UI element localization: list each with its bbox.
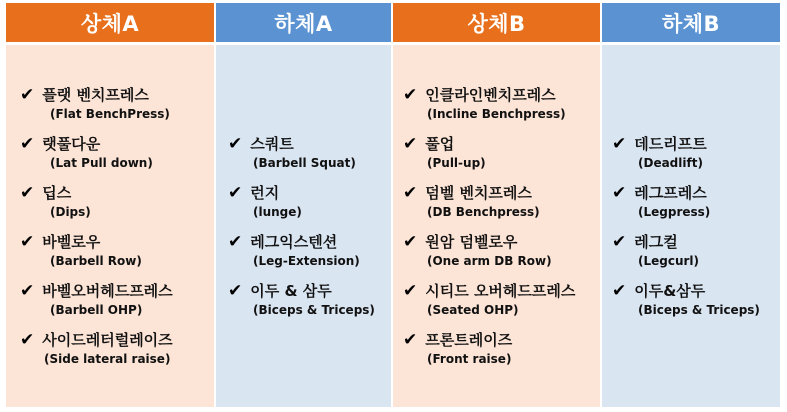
- exercise-name-ko: 덤벨 벤치프레스: [425, 183, 532, 202]
- exercise-item: [403, 281, 600, 319]
- check-icon: ✔: [20, 231, 35, 252]
- exercise-name-en: (Side lateral raise): [44, 351, 171, 366]
- exercise-name-ko: 이두&삼두: [634, 281, 706, 300]
- exercise-item: [612, 183, 780, 221]
- exercise-name-ko: 플랫 벤치프레스: [42, 85, 149, 104]
- check-icon: ✔: [612, 182, 627, 203]
- exercise-name-ko: 바벨로우: [42, 232, 101, 251]
- exercise-name-ko: 이두 & 삼두: [250, 281, 332, 300]
- check-icon: ✔: [403, 84, 418, 105]
- exercise-item: [403, 330, 600, 368]
- exercise-name-en: (Barbell OHP): [50, 302, 143, 317]
- exercise-name-ko: 데드리프트: [634, 134, 707, 153]
- exercise-name-ko: 랫풀다운: [42, 134, 101, 153]
- exercise-item: [403, 85, 600, 123]
- column-body: [602, 45, 780, 407]
- exercise-name-ko: 레그컬: [634, 232, 678, 251]
- exercise-name-en: (Legpress): [638, 204, 711, 219]
- column-body: [216, 45, 391, 407]
- check-icon: ✔: [20, 133, 35, 154]
- column-lower-b: [602, 3, 780, 407]
- exercise-item: [20, 330, 214, 368]
- exercise-name-ko: 원암 덤벨로우: [425, 232, 518, 251]
- exercise-name-ko: 레그프레스: [634, 183, 707, 202]
- exercise-name-en: (Leg-Extension): [253, 253, 360, 268]
- exercise-name-ko: 인클라인벤치프레스: [425, 85, 556, 104]
- exercise-item: [403, 134, 600, 172]
- check-icon: ✔: [228, 231, 243, 252]
- column-upper-a: [6, 3, 214, 407]
- exercise-name-ko: 레그익스텐션: [250, 232, 338, 251]
- check-icon: ✔: [20, 182, 35, 203]
- exercise-name-ko: 딥스: [42, 183, 72, 202]
- exercise-item: [228, 134, 391, 172]
- check-icon: ✔: [612, 280, 627, 301]
- exercise-name-en: (Biceps & Triceps): [253, 302, 375, 317]
- check-icon: ✔: [228, 280, 243, 301]
- exercise-name-ko: 바벨오버헤드프레스: [42, 281, 173, 300]
- exercise-name-ko: 프론트레이즈: [425, 330, 513, 349]
- exercise-name-en: (Deadlift): [638, 155, 703, 170]
- column-header: 상체B: [393, 3, 600, 42]
- check-icon: ✔: [612, 133, 627, 154]
- exercise-name-en: (Flat BenchPress): [50, 106, 170, 121]
- check-icon: ✔: [20, 84, 35, 105]
- column-body: [6, 45, 214, 407]
- column-body: [393, 45, 600, 407]
- column-header: 상체A: [6, 3, 214, 42]
- check-icon: ✔: [403, 231, 418, 252]
- column-header: 하체A: [216, 3, 391, 42]
- column-upper-b: [393, 3, 600, 407]
- check-icon: ✔: [228, 182, 243, 203]
- exercise-item: [20, 183, 214, 221]
- exercise-item: [228, 183, 391, 221]
- exercise-name-en: (Legcurl): [638, 253, 700, 268]
- exercise-name-en: (Barbell Squat): [253, 155, 356, 170]
- exercise-name-ko: 풀업: [425, 134, 455, 153]
- exercise-name-en: (Front raise): [427, 351, 512, 366]
- check-icon: ✔: [403, 329, 418, 350]
- exercise-item: [20, 232, 214, 270]
- exercise-name-ko: 사이드레터럴레이즈: [42, 330, 173, 349]
- exercise-item: [228, 281, 391, 319]
- exercise-item: [20, 281, 214, 319]
- check-icon: ✔: [403, 182, 418, 203]
- exercise-item: [612, 134, 780, 172]
- exercise-name-en: (Seated OHP): [427, 302, 519, 317]
- exercise-name-en: (DB Benchpress): [427, 204, 540, 219]
- exercise-name-en: (Barbell Row): [50, 253, 142, 268]
- check-icon: ✔: [20, 329, 35, 350]
- column-lower-a: [216, 3, 391, 407]
- exercise-item: [228, 232, 391, 270]
- exercise-name-en: (lunge): [253, 204, 302, 219]
- check-icon: ✔: [20, 280, 35, 301]
- exercise-name-en: (Dips): [50, 204, 91, 219]
- exercise-name-ko: 시티드 오버헤드프레스: [425, 281, 576, 300]
- exercise-name-en: (One arm DB Row): [427, 253, 552, 268]
- check-icon: ✔: [612, 231, 627, 252]
- exercise-item: [612, 232, 780, 270]
- check-icon: ✔: [403, 280, 418, 301]
- exercise-item: [403, 232, 600, 270]
- exercise-item: [403, 183, 600, 221]
- exercise-name-en: (Lat Pull down): [50, 155, 153, 170]
- check-icon: ✔: [228, 133, 243, 154]
- exercise-item: [20, 85, 214, 123]
- exercise-item: [612, 281, 780, 319]
- exercise-name-ko: 런지: [250, 183, 280, 202]
- exercise-name-en: (Pull-up): [427, 155, 486, 170]
- column-header: 하체B: [602, 3, 780, 42]
- exercise-name-ko: 스쿼트: [250, 134, 294, 153]
- exercise-item: [20, 134, 214, 172]
- check-icon: ✔: [403, 133, 418, 154]
- exercise-name-en: (Incline Benchpress): [427, 106, 566, 121]
- exercise-name-en: (Biceps & Triceps): [638, 302, 760, 317]
